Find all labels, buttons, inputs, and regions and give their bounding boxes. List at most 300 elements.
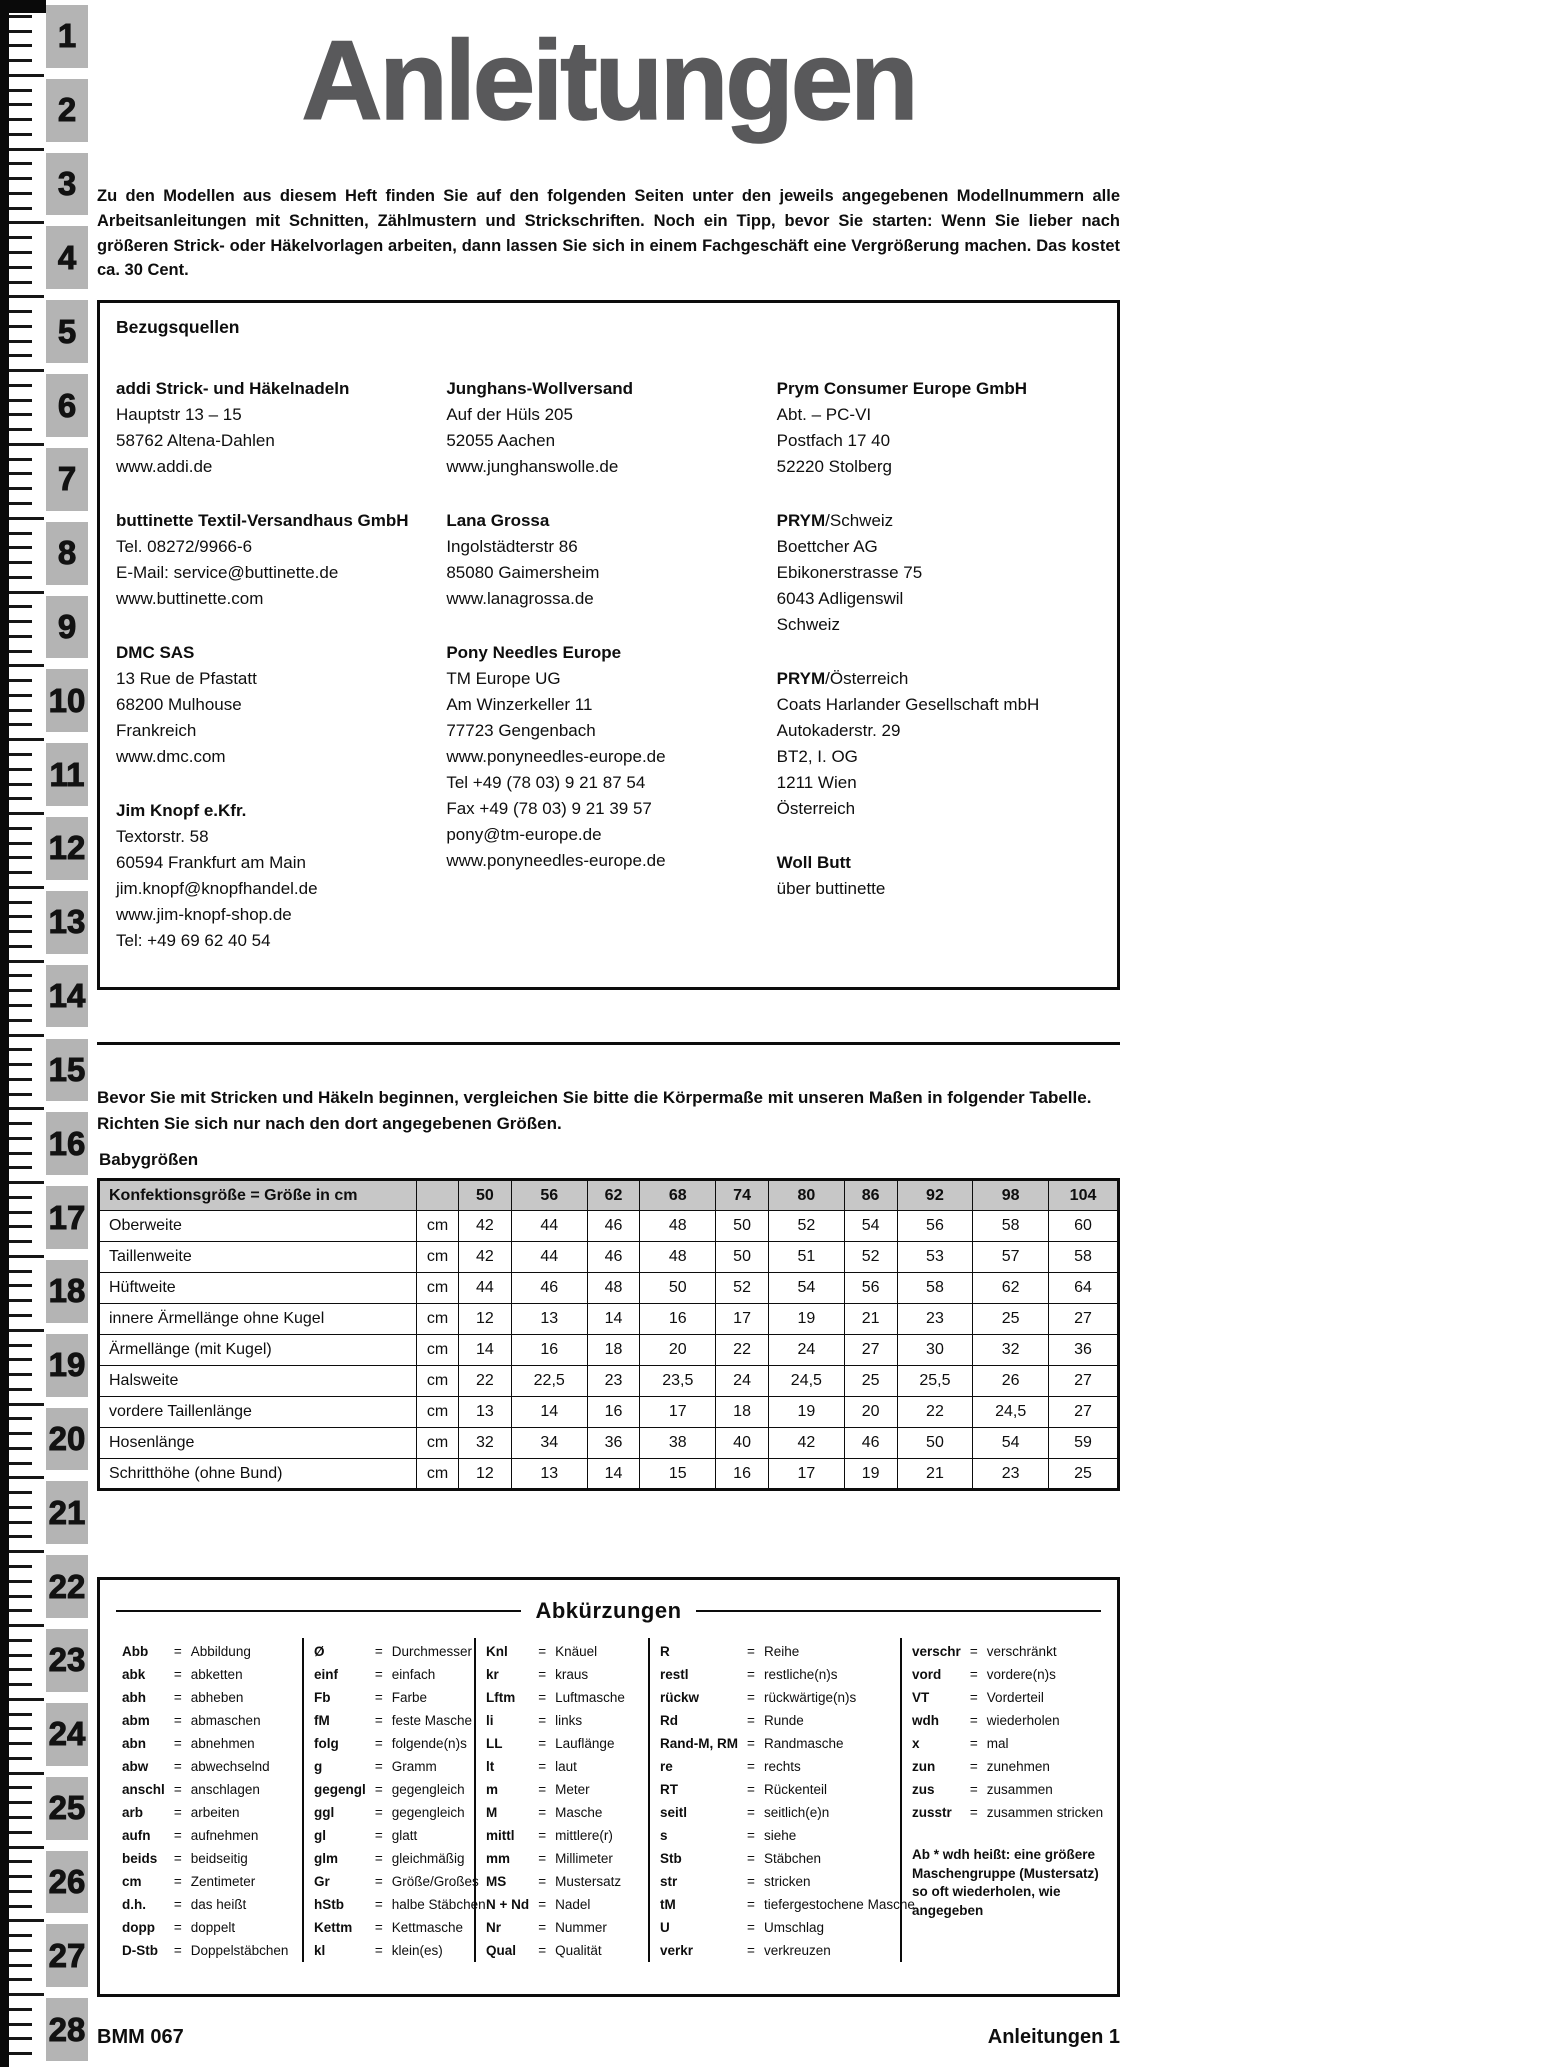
value-cell: 54: [769, 1273, 845, 1304]
ruler-tick-minor: [9, 827, 32, 830]
row-label-cell: Halsweite: [99, 1366, 417, 1397]
abbr-term: VT: [912, 1690, 930, 1705]
ruler-tick-minor: [9, 1816, 32, 1819]
source-entry: [777, 850, 1101, 902]
abbr-term: zus: [912, 1782, 935, 1797]
value-cell: 19: [769, 1397, 845, 1428]
abbr-definition: arbeiten: [190, 1805, 240, 1820]
source-line: E-Mail: service@buttinette.de: [116, 563, 339, 582]
value-cell: 60: [1049, 1211, 1119, 1242]
ruler-tick-minor: [9, 1166, 32, 1169]
row-label-cell: Taillenweite: [99, 1242, 417, 1273]
table-row: [99, 1304, 1119, 1335]
ruler-tick-minor: [9, 783, 32, 786]
abbr-equals: =: [374, 1805, 383, 1820]
abbr-term: U: [660, 1920, 670, 1935]
abbr-equals: =: [173, 1690, 182, 1705]
abbr-definition: das heißt: [190, 1897, 247, 1912]
value-cell: 48: [640, 1211, 716, 1242]
ruler-tick-major: [9, 1255, 44, 1258]
value-cell: 50: [640, 1273, 716, 1304]
ruler-tick-minor: [9, 1225, 32, 1228]
table-row: [99, 1242, 1119, 1273]
ruler-tick-minor: [9, 1314, 32, 1317]
abbr-term: restl: [660, 1667, 689, 1682]
value-cell: 21: [844, 1304, 897, 1335]
abbr-equals: =: [969, 1713, 978, 1728]
abbr-equals: =: [374, 1690, 383, 1705]
ruler-tick-major: [9, 1993, 44, 1996]
ruler-number-12: 12: [46, 817, 88, 880]
value-cell: 58: [897, 1273, 973, 1304]
value-cell: 50: [716, 1242, 769, 1273]
value-cell: 18: [716, 1397, 769, 1428]
abbr-equals: =: [969, 1805, 978, 1820]
source-line: www.dmc.com: [116, 747, 226, 766]
abbr-equals: =: [374, 1943, 383, 1958]
ruler-edge-bar: [0, 0, 9, 2067]
abbr-definition: rechts: [764, 1759, 801, 1774]
ruler-tick-minor: [9, 694, 32, 697]
abbr-equals: =: [538, 1874, 547, 1889]
value-cell: 25: [844, 1366, 897, 1397]
ruler-tick-minor: [9, 561, 32, 564]
ruler-tick-minor: [9, 1565, 32, 1568]
ruler-tick-minor: [9, 635, 32, 638]
size-header-cell: 62: [587, 1180, 640, 1211]
ruler-tick-minor: [9, 89, 32, 92]
abbr-term: str: [660, 1874, 678, 1889]
value-cell: 14: [459, 1335, 512, 1366]
ruler-tick-minor: [9, 620, 32, 623]
abbr-term: Rd: [660, 1713, 678, 1728]
footer: [97, 2026, 1120, 2049]
ruler-tick-minor: [9, 2037, 32, 2040]
value-cell: 19: [769, 1304, 845, 1335]
value-cell: 25: [1049, 1459, 1119, 1490]
unit-cell: cm: [417, 1428, 459, 1459]
ruler-number-24: 24: [46, 1703, 88, 1766]
ruler-number-8: 8: [46, 522, 88, 585]
value-cell: 46: [587, 1211, 640, 1242]
value-cell: 14: [587, 1304, 640, 1335]
source-line: www.ponyneedles-europe.de: [446, 851, 666, 870]
source-column: [777, 376, 1101, 982]
source-line: Schweiz: [776, 615, 840, 634]
abbr-definition: klein(es): [391, 1943, 443, 1958]
abbr-definition: zunehmen: [986, 1759, 1050, 1774]
header-unit-cell: [417, 1180, 459, 1211]
abbr-equals: =: [173, 1897, 182, 1912]
value-cell: 42: [769, 1428, 845, 1459]
ruler-tick-major: [9, 664, 44, 667]
source-line: Österreich: [776, 799, 856, 818]
ruler-tick-minor: [9, 103, 32, 106]
value-cell: 59: [1049, 1428, 1119, 1459]
abbr-term: m: [486, 1782, 499, 1797]
ruler-number-5: 5: [46, 300, 88, 363]
source-name: buttinette Textil-Versandhaus GmbH: [116, 511, 409, 530]
ruler-tick-major: [9, 221, 44, 224]
abbr-equals: =: [374, 1851, 383, 1866]
value-cell: 15: [640, 1459, 716, 1490]
source-line: 6043 Adligenswil: [776, 589, 904, 608]
ruler-number-25: 25: [46, 1777, 88, 1840]
ruler-tick-minor: [9, 1122, 32, 1125]
intro-text: Zu den Modellen aus diesem Heft finden Sie auf den folgenden Seiten unter den jeweils angegebenen Modellnummern alle Arbeitsanleitungen mit Schnitten, Zählmustern und Strickschriften. Noch ein Tipp, bevor Sie starten: Wenn Sie lieber nach größeren Strick- oder Häkelvorlagen arbeiten, dann lassen Sie sich in einem Fachgeschäft eine Vergrößerung machen. Das kostet ca. 30 Cent.: [97, 187, 1120, 280]
value-cell: 16: [640, 1304, 716, 1335]
ruler-tick-minor: [9, 1344, 32, 1347]
abbr-equals: =: [538, 1851, 547, 1866]
table-row: [99, 1335, 1119, 1366]
ruler-tick-minor: [9, 1964, 32, 1967]
abbr-definition: Abbildung: [190, 1644, 251, 1659]
ruler-tick-minor: [9, 1713, 32, 1716]
abbr-term: R: [660, 1644, 670, 1659]
abbr-definition: doppelt: [190, 1920, 236, 1935]
ruler-tick-major: [9, 1624, 44, 1627]
value-cell: 52: [769, 1211, 845, 1242]
abbr-definition: Zentimeter: [190, 1874, 256, 1889]
ruler-tick-minor: [9, 1093, 32, 1096]
measure-note: [97, 1085, 1120, 1136]
unit-cell: cm: [417, 1335, 459, 1366]
source-name: Lana Grossa: [446, 511, 550, 530]
source-line: jim.knopf@knopfhandel.de: [116, 879, 318, 898]
sources-title: Bezugsquellen: [116, 317, 240, 337]
value-cell: 64: [1049, 1273, 1119, 1304]
source-line: Coats Harlander Gesellschaft mbH: [776, 695, 1040, 714]
source-entry: [446, 376, 770, 480]
abbr-entries: [660, 1640, 915, 1962]
ruler-tick-minor: [9, 472, 32, 475]
abbreviations-title-row: [116, 1598, 1101, 1624]
abbr-equals: =: [747, 1874, 755, 1889]
ruler-tick-minor: [9, 532, 32, 535]
ruler-number-14: 14: [46, 965, 88, 1028]
abbr-equals: =: [173, 1713, 182, 1728]
value-cell: 21: [897, 1459, 973, 1490]
abbr-definition: Meter: [555, 1782, 590, 1797]
abbr-definition: abketten: [190, 1667, 243, 1682]
ruler-tick-minor: [9, 901, 32, 904]
ruler-tick-minor: [9, 133, 32, 136]
ruler-tick-minor: [9, 15, 32, 18]
abbr-equals: =: [969, 1690, 978, 1705]
ruler-tick-minor: [9, 1639, 32, 1642]
abbr-column: [112, 1638, 302, 1962]
ruler-tick-minor: [9, 650, 32, 653]
ruler-tick-major: [9, 812, 44, 815]
abbr-definition: Nummer: [555, 1920, 607, 1935]
value-cell: 44: [511, 1211, 587, 1242]
value-cell: 53: [897, 1242, 973, 1273]
abbr-term: d.h.: [122, 1897, 146, 1912]
ruler-tick-minor: [9, 1978, 32, 1981]
abbr-term: Qual: [486, 1943, 517, 1958]
source-line: Postfach 17 40: [776, 431, 891, 450]
table-row: [99, 1366, 1119, 1397]
abbr-definition: Rückenteil: [764, 1782, 828, 1797]
source-line: www.junghanswolle.de: [446, 457, 619, 476]
abbr-equals: =: [173, 1736, 182, 1751]
ruler-tick-minor: [9, 1491, 32, 1494]
ruler-tick-minor: [9, 1137, 32, 1140]
ruler-tick-major: [9, 738, 44, 741]
abbr-definition: rückwärtige(n)s: [764, 1690, 857, 1705]
source-name: PRYM/Schweiz: [776, 511, 894, 530]
value-cell: 13: [511, 1459, 587, 1490]
abbr-equals: =: [747, 1759, 755, 1774]
source-line: 52220 Stolberg: [776, 457, 892, 476]
value-cell: 27: [844, 1335, 897, 1366]
ruler-tick-minor: [9, 1757, 32, 1760]
ruler-tick-minor: [9, 1535, 32, 1538]
ruler-tick-minor: [9, 2008, 32, 2011]
value-cell: 12: [459, 1459, 512, 1490]
value-cell: 23: [973, 1459, 1049, 1490]
value-cell: 36: [587, 1428, 640, 1459]
ruler-tick-major: [9, 1107, 44, 1110]
source-line: www.buttinette.com: [116, 589, 264, 608]
ruler-number-13: 13: [46, 891, 88, 954]
footer-issue-code: BMM 067: [97, 2026, 184, 2048]
value-cell: 24,5: [769, 1366, 845, 1397]
ruler-tick-minor: [9, 236, 32, 239]
abbr-equals: =: [747, 1943, 755, 1958]
value-cell: 56: [844, 1273, 897, 1304]
source-line: www.jim-knopf-shop.de: [116, 905, 292, 924]
value-cell: 14: [587, 1459, 640, 1490]
abbr-equals: =: [538, 1805, 547, 1820]
source-column: [116, 376, 440, 982]
ruler-tick-minor: [9, 1742, 32, 1745]
size-header-cell: 68: [640, 1180, 716, 1211]
abbr-term: glm: [314, 1851, 339, 1866]
abbr-definition: Mustersatz: [555, 1874, 622, 1889]
abbr-definition: Größe/Großes: [391, 1874, 479, 1889]
header-label-cell: Konfektionsgröße = Größe in cm: [99, 1180, 417, 1211]
ruler-tick-minor: [9, 1462, 32, 1465]
abbr-term: x: [912, 1736, 920, 1751]
abbr-definition: kraus: [555, 1667, 589, 1682]
abbr-equals: =: [173, 1851, 182, 1866]
ruler-tick-minor: [9, 118, 32, 121]
abbr-equals: =: [969, 1644, 978, 1659]
abbr-column: [900, 1638, 1109, 1962]
abbr-term: beids: [122, 1851, 158, 1866]
ruler-tick-major: [9, 517, 44, 520]
abbr-definition: vordere(n)s: [986, 1667, 1056, 1682]
abbr-term: mittl: [486, 1828, 515, 1843]
source-name: Jim Knopf e.Kfr.: [116, 801, 247, 820]
abbr-definition: wiederholen: [986, 1713, 1060, 1728]
abbr-term: fM: [314, 1713, 330, 1728]
abbr-term: verkr: [660, 1943, 694, 1958]
baby-sizes-table: [97, 1178, 1120, 1491]
abbr-term: abn: [122, 1736, 147, 1751]
abbr-term: cm: [122, 1874, 142, 1889]
ruler-tick-minor: [9, 325, 32, 328]
abbr-column: [474, 1638, 648, 1962]
value-cell: 48: [587, 1273, 640, 1304]
abbreviations-title: Abkürzungen: [535, 1598, 682, 1623]
table-row: [99, 1273, 1119, 1304]
ruler-number-27: 27: [46, 1924, 88, 1987]
ruler-tick-minor: [9, 44, 32, 47]
abbr-definition: Masche: [555, 1805, 603, 1820]
ruler-tick-minor: [9, 1786, 32, 1789]
ruler-tick-minor: [9, 207, 32, 210]
value-cell: 54: [844, 1211, 897, 1242]
abbr-equals: =: [173, 1644, 182, 1659]
value-cell: 22: [716, 1335, 769, 1366]
unit-cell: cm: [417, 1397, 459, 1428]
abbr-term: zun: [912, 1759, 936, 1774]
ruler-number-9: 9: [46, 596, 88, 659]
abbr-term: li: [486, 1713, 494, 1728]
size-header-cell: 74: [716, 1180, 769, 1211]
abbr-equals: =: [747, 1805, 755, 1820]
ruler-tick-minor: [9, 487, 32, 490]
abbr-term: verschr: [912, 1644, 961, 1659]
source-line: Tel. 08272/9966-6: [116, 537, 253, 556]
ruler-tick-minor: [9, 1211, 32, 1214]
abbr-term: Stb: [660, 1851, 682, 1866]
source-name: addi Strick- und Häkelnadeln: [116, 379, 350, 398]
value-cell: 20: [844, 1397, 897, 1428]
ruler-tick-minor: [9, 1890, 32, 1893]
ruler-number-2: 2: [46, 79, 88, 142]
abbr-term: Knl: [486, 1644, 508, 1659]
abbr-term: lt: [486, 1759, 495, 1774]
value-cell: 24: [769, 1335, 845, 1366]
ruler-tick-minor: [9, 340, 32, 343]
ruler-tick-minor: [9, 989, 32, 992]
abbr-equals: =: [538, 1759, 547, 1774]
ruler-tick-minor: [9, 1580, 32, 1583]
size-header-cell: 92: [897, 1180, 973, 1211]
abbr-definition: Millimeter: [555, 1851, 613, 1866]
abbr-definition: gegengleich: [391, 1805, 465, 1820]
source-line: Am Winzerkeller 11: [446, 695, 593, 714]
value-cell: 56: [897, 1211, 973, 1242]
ruler-tick-major: [9, 1181, 44, 1184]
ruler-number-19: 19: [46, 1334, 88, 1397]
abbr-term: Abb: [122, 1644, 149, 1659]
value-cell: 17: [769, 1459, 845, 1490]
row-label-cell: Schritthöhe (ohne Bund): [99, 1459, 417, 1490]
ruler-number-21: 21: [46, 1481, 88, 1544]
abbr-definition: gegengleich: [391, 1782, 465, 1797]
ruler-tick-minor: [9, 266, 32, 269]
abbr-equals: =: [747, 1828, 755, 1843]
abbr-term: RT: [660, 1782, 678, 1797]
source-line: Boettcher AG: [776, 537, 878, 556]
ruler-tick-minor: [9, 1078, 32, 1081]
abbr-term: abk: [122, 1667, 146, 1682]
ruler-tick-minor: [9, 974, 32, 977]
source-name: Prym Consumer Europe GmbH: [776, 379, 1027, 398]
abbr-entries: [486, 1640, 642, 1962]
row-label-cell: Ärmellänge (mit Kugel): [99, 1335, 417, 1366]
abbr-definition: siehe: [764, 1828, 797, 1843]
abbr-equals: =: [747, 1644, 755, 1659]
ruler-tick-major: [9, 1403, 44, 1406]
measure-note-line-1: Bevor Sie mit Stricken und Häkeln beginnen, vergleichen Sie bitte die Körpermaße mit unseren Maßen in folgender Tabelle.: [97, 1088, 1092, 1107]
ruler-tick-major: [9, 74, 44, 77]
ruler: [0, 0, 88, 2067]
abbr-definition: abwechselnd: [190, 1759, 270, 1774]
value-cell: 46: [511, 1273, 587, 1304]
unit-cell: cm: [417, 1304, 459, 1335]
ruler-tick-minor: [9, 384, 32, 387]
abbr-equals: =: [374, 1713, 383, 1728]
unit-cell: cm: [417, 1211, 459, 1242]
ruler-tick-minor: [9, 930, 32, 933]
value-cell: 27: [1049, 1366, 1119, 1397]
value-cell: 32: [459, 1428, 512, 1459]
value-cell: 23,5: [640, 1366, 716, 1397]
abbr-equals: =: [374, 1874, 383, 1889]
abbr-definition: tiefergestochene Masche: [764, 1897, 915, 1912]
value-cell: 57: [973, 1242, 1049, 1273]
value-cell: 58: [973, 1211, 1049, 1242]
value-cell: 22: [459, 1366, 512, 1397]
ruler-number-1: 1: [46, 5, 88, 68]
value-cell: 46: [844, 1428, 897, 1459]
source-line: 85080 Gaimersheim: [446, 563, 600, 582]
ruler-tick-minor: [9, 30, 32, 33]
source-line: 1211 Wien: [776, 773, 857, 792]
sources-box: [97, 300, 1120, 990]
abbr-equals: =: [747, 1736, 755, 1751]
abbr-term: Nr: [486, 1920, 502, 1935]
source-line: TM Europe UG: [446, 669, 561, 688]
ruler-tick-minor: [9, 399, 32, 402]
source-line: 68200 Mulhouse: [116, 695, 242, 714]
value-cell: 58: [1049, 1242, 1119, 1273]
abbr-title-rule-right: [696, 1610, 1101, 1613]
abbr-term: anschl: [122, 1782, 165, 1797]
table-title: Babygrößen: [99, 1150, 199, 1169]
abbr-equals: =: [538, 1644, 547, 1659]
value-cell: 22,5: [511, 1366, 587, 1397]
abbr-equals: =: [374, 1828, 383, 1843]
abbr-equals: =: [374, 1759, 383, 1774]
value-cell: 52: [716, 1273, 769, 1304]
abbr-note: Ab * wdh heißt: eine größere Maschengruppe (Mustersatz) so oft wiederholen, wie angegeben: [912, 1847, 1099, 1918]
ruler-tick-minor: [9, 576, 32, 579]
ruler-tick-minor: [9, 1506, 32, 1509]
abbr-definition: zusammen: [986, 1782, 1053, 1797]
row-label-cell: Hüftweite: [99, 1273, 417, 1304]
abbr-equals: =: [374, 1897, 383, 1912]
source-line: Textorstr. 58: [116, 827, 209, 846]
ruler-tick-minor: [9, 1683, 32, 1686]
value-cell: 62: [973, 1273, 1049, 1304]
source-line: Frankreich: [116, 721, 197, 740]
value-cell: 25,5: [897, 1366, 973, 1397]
ruler-tick-major: [9, 591, 44, 594]
abbr-definition: feste Masche: [391, 1713, 473, 1728]
abbr-equals: =: [538, 1920, 547, 1935]
ruler-tick-minor: [9, 945, 32, 948]
ruler-tick-minor: [9, 1196, 32, 1199]
value-cell: 48: [640, 1242, 716, 1273]
source-line: Hauptstr 13 – 15: [116, 405, 242, 424]
abbr-definition: restliche(n)s: [764, 1667, 838, 1682]
